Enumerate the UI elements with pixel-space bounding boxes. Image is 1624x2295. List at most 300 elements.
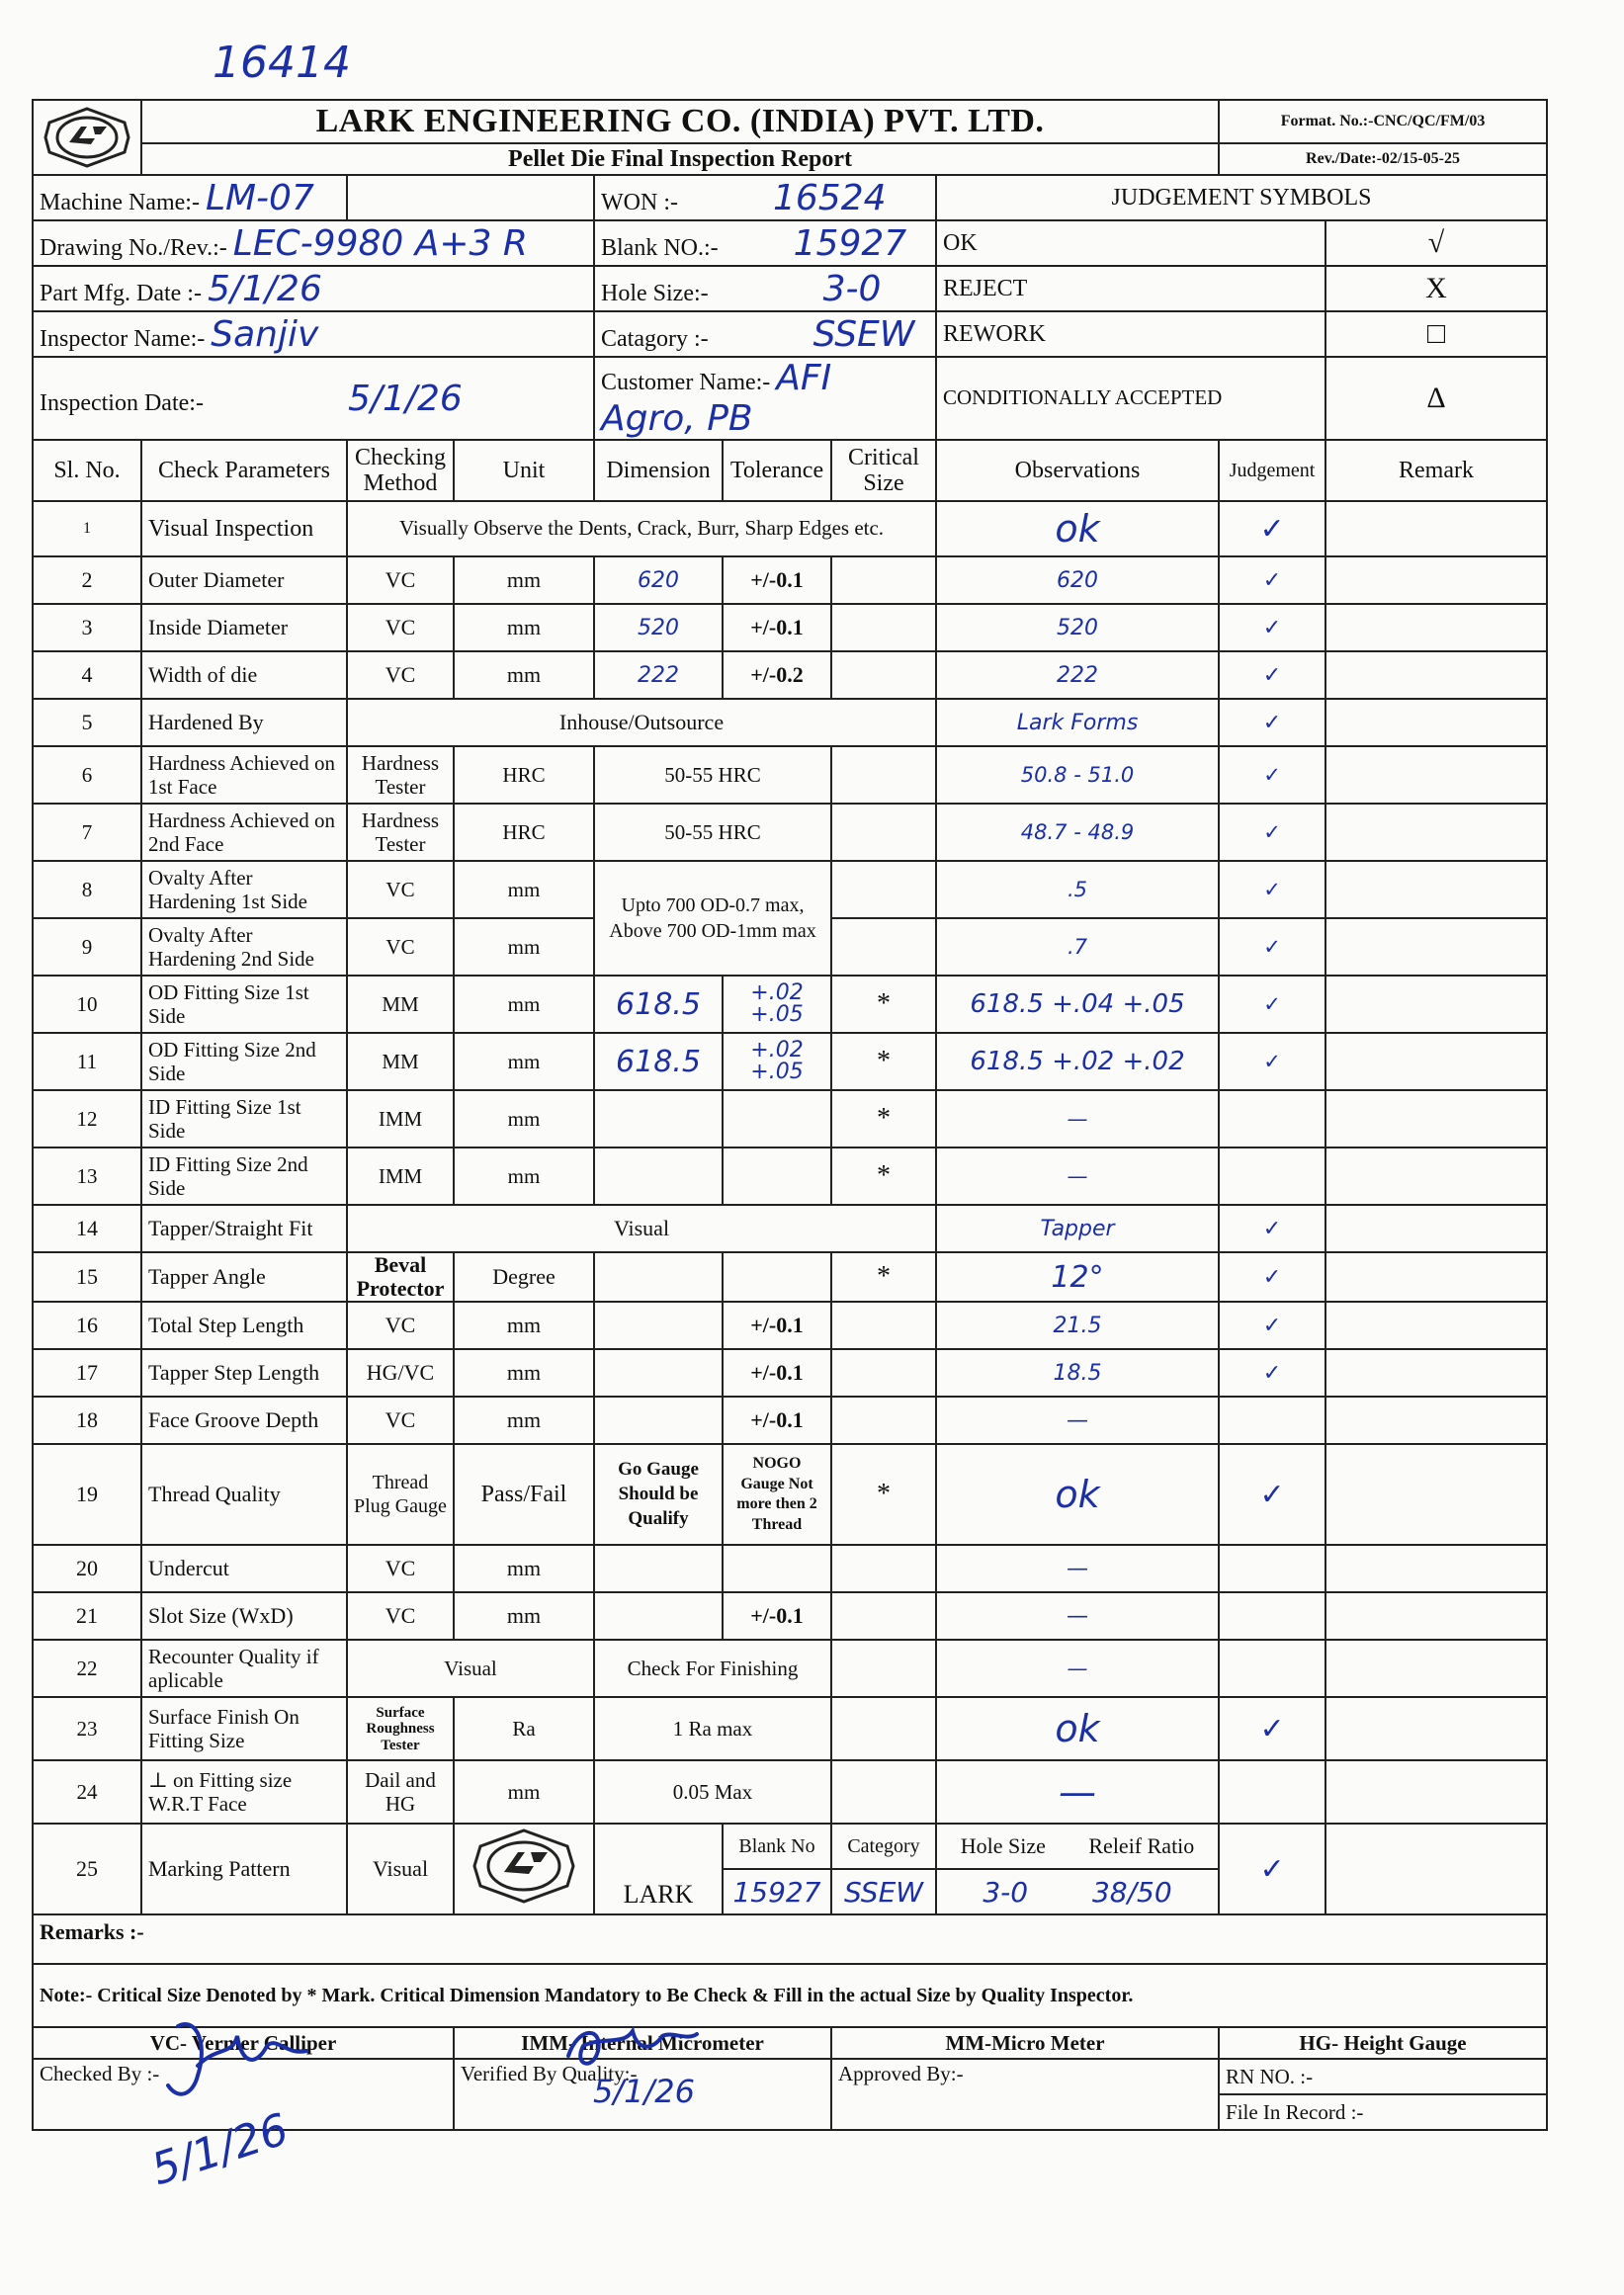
row-judgement: ✓ (1219, 1205, 1325, 1252)
marking-text: LARK (594, 1824, 723, 1914)
row-method: Visual (347, 1205, 936, 1252)
row-method: MM (347, 1033, 454, 1090)
row-parameter: OD Fitting Size 1st Side (141, 976, 347, 1033)
marking-logo-icon (469, 1827, 579, 1906)
row-unit: mm (454, 1545, 594, 1592)
row-no: 6 (33, 746, 141, 804)
row-dimension: 618.5 (594, 976, 723, 1033)
row-dimension: Check For Finishing (594, 1640, 831, 1697)
table-row (33, 604, 1547, 651)
row-critical (831, 651, 936, 699)
row-critical: * (831, 1148, 936, 1205)
row-observation: ok (936, 1697, 1219, 1760)
marking-logo (454, 1824, 594, 1914)
row-unit: mm (454, 1397, 594, 1444)
col-unit: Unit (454, 440, 594, 501)
file-in-record-label: File In Record :- (1219, 2094, 1547, 2130)
row-parameter: Hardness Achieved on 1st Face (141, 746, 347, 804)
row-unit: mm (454, 976, 594, 1033)
row-tolerance: +/-0.1 (723, 1302, 831, 1349)
row-dimension (594, 1397, 723, 1444)
row-no: 22 (33, 1640, 141, 1697)
row-judgement: ✓ (1219, 1252, 1325, 1302)
row-remark (1325, 861, 1547, 918)
row-critical: * (831, 1090, 936, 1148)
table-row (33, 1349, 1547, 1397)
row-dimension (594, 1148, 723, 1205)
inspection-report-sheet (32, 99, 1546, 2131)
row-remark (1325, 651, 1547, 699)
machine-name-label: Machine Name:- LM-07 (33, 175, 347, 220)
marking-relief-label: Releif Ratio (1088, 1833, 1195, 1859)
row-observation: 618.5 +.04 +.05 (936, 976, 1219, 1033)
table-row (33, 699, 1547, 746)
row-parameter: Inside Diameter (141, 604, 347, 651)
row-no: 16 (33, 1302, 141, 1349)
row-critical (831, 746, 936, 804)
row-parameter: Tapper Step Length (141, 1349, 347, 1397)
table-row (33, 501, 1547, 556)
row-observation: .5 (936, 861, 1219, 918)
row-method: Hardness Tester (347, 746, 454, 804)
row-observation: 618.5 +.02 +.02 (936, 1033, 1219, 1090)
row-judgement: ✓ (1219, 1349, 1325, 1397)
row-judgement (1219, 1148, 1325, 1205)
blank-no-value: 15927 (793, 222, 907, 264)
row-no: 14 (33, 1205, 141, 1252)
row-parameter: ID Fitting Size 2nd Side (141, 1148, 347, 1205)
symbol-conditional: Δ (1325, 357, 1547, 440)
marking-category-label: Category (831, 1824, 936, 1869)
row-dimension: Upto 700 OD-0.7 max, Above 700 OD-1mm max (594, 861, 831, 976)
table-row (33, 804, 1547, 861)
won-value: 16524 (772, 177, 887, 218)
table-row (33, 976, 1547, 1033)
note-text: Note:- Critical Size Denoted by * Mark. Critical Dimension Mandatory to Be Check & Fill in the actual Size by Quality Inspector. (33, 1964, 1547, 2027)
row-method: Beval Protector (347, 1252, 454, 1302)
row-observation: 18.5 (936, 1349, 1219, 1397)
row-unit: mm (454, 651, 594, 699)
row-judgement (1219, 1592, 1325, 1640)
row-no: 2 (33, 556, 141, 604)
signature-icon (554, 2016, 702, 2076)
symbol-reject: X (1325, 266, 1547, 311)
row-critical (831, 1302, 936, 1349)
table-row (33, 1640, 1547, 1697)
row-remark (1325, 1033, 1547, 1090)
row-parameter: Face Groove Depth (141, 1397, 347, 1444)
row-tolerance: +.02 +.05 (723, 1033, 831, 1090)
row-critical (831, 1592, 936, 1640)
inspector-name-label: Inspector Name:- Sanjiv (33, 311, 594, 357)
row-no: 17 (33, 1349, 141, 1397)
row-unit: mm (454, 1349, 594, 1397)
row-critical: * (831, 1033, 936, 1090)
row-dimension: 520 (594, 604, 723, 651)
table-row (33, 861, 1547, 918)
row-no: 8 (33, 861, 141, 918)
verified-by-label: Verified By Quality:- (454, 2059, 831, 2130)
table-row (33, 1545, 1547, 1592)
table-row (33, 1148, 1547, 1205)
row-observation: ok (936, 1444, 1219, 1545)
legend-hg: HG- Height Gauge (1219, 2027, 1547, 2059)
row-parameter: Total Step Length (141, 1302, 347, 1349)
inspection-date-label: Inspection Date:- 5/1/26 (33, 357, 594, 440)
row-method: VC (347, 1545, 454, 1592)
row-judgement (1219, 1090, 1325, 1148)
row-parameter: Tapper Angle (141, 1252, 347, 1302)
table-row (33, 1302, 1547, 1349)
row-dimension: 620 (594, 556, 723, 604)
machine-name-value: LM-07 (205, 177, 314, 218)
row-method: Dail and HG (347, 1760, 454, 1824)
row-parameter: Hardness Achieved on 2nd Face (141, 804, 347, 861)
row-remark (1325, 1697, 1547, 1760)
row-dimension (594, 1302, 723, 1349)
row-parameter: Recounter Quality if aplicable (141, 1640, 347, 1697)
row-tolerance: +.02 +.05 (723, 976, 831, 1033)
row-observation: — (936, 1148, 1219, 1205)
row-remark (1325, 1444, 1547, 1545)
verified-by-signature (554, 2016, 751, 2135)
row-no: 11 (33, 1033, 141, 1090)
row-observation: — (936, 1592, 1219, 1640)
row-observation: 50.8 - 51.0 (936, 746, 1219, 804)
row-dimension: Go Gauge Should be Qualify (594, 1444, 723, 1545)
row-unit: mm (454, 1592, 594, 1640)
row-parameter: Slot Size (WxD) (141, 1592, 347, 1640)
row-remark (1325, 1252, 1547, 1302)
row-critical (831, 918, 936, 976)
row-unit: Pass/Fail (454, 1444, 594, 1545)
row-method: VC (347, 651, 454, 699)
col-remark: Remark (1325, 440, 1547, 501)
row-parameter: Outer Diameter (141, 556, 347, 604)
row-remark (1325, 746, 1547, 804)
mfg-date-value: 5/1/26 (207, 268, 322, 309)
checked-by-signature (138, 2006, 356, 2224)
row-judgement (1219, 1640, 1325, 1697)
row-method: VC (347, 1397, 454, 1444)
row-method: VC (347, 556, 454, 604)
row-parameter: Marking Pattern (141, 1824, 347, 1914)
revision-date: Rev./Date:-02/15-05-25 (1219, 143, 1547, 175)
drawing-no-label: Drawing No./Rev.:- LEC-9980 A+3 R (33, 220, 594, 266)
lark-logo-icon (40, 105, 134, 170)
row-tolerance: +/-0.1 (723, 604, 831, 651)
legend-mm: MM-Micro Meter (831, 2027, 1219, 2059)
row-unit: HRC (454, 746, 594, 804)
row-dimension (594, 1592, 723, 1640)
drawing-no-value: LEC-9980 A+3 R (232, 222, 528, 264)
marking-hole-value: 3-0 (983, 1875, 1029, 1909)
row-method: IMM (347, 1090, 454, 1148)
row-unit: mm (454, 604, 594, 651)
row-judgement: ✓ (1219, 1697, 1325, 1760)
row-parameter: Ovalty After Hardening 1st Side (141, 861, 347, 918)
row-method: VC (347, 861, 454, 918)
row-judgement: ✓ (1219, 804, 1325, 861)
row-judgement: ✓ (1219, 1302, 1325, 1349)
row-dimension: 50-55 HRC (594, 746, 831, 804)
col-critical-size: Critical Size (831, 440, 936, 501)
row-method: Visual (347, 1640, 594, 1697)
checked-by-date: 5/1/26 (145, 2103, 295, 2196)
symbol-ok: √ (1325, 220, 1547, 266)
row-no: 21 (33, 1592, 141, 1640)
legend-imm: IMM- Internal Micrometer (454, 2027, 831, 2059)
row-dimension (594, 1349, 723, 1397)
category-value: SSEW (812, 313, 915, 355)
col-judgement: Judgement (1219, 440, 1325, 501)
table-row (33, 651, 1547, 699)
row-critical (831, 861, 936, 918)
table-row (33, 1205, 1547, 1252)
symbol-reject-label: REJECT (936, 266, 1325, 311)
col-sl-no: Sl. No. (33, 440, 141, 501)
row-critical (831, 1397, 936, 1444)
row-no: 12 (33, 1090, 141, 1148)
row-dimension (594, 1252, 723, 1302)
row-remark (1325, 1349, 1547, 1397)
row-parameter: Undercut (141, 1545, 347, 1592)
row-remark (1325, 1545, 1547, 1592)
row-tolerance: +/-0.1 (723, 556, 831, 604)
row-unit: mm (454, 918, 594, 976)
row-parameter: OD Fitting Size 2nd Side (141, 1033, 347, 1090)
row-tolerance: NOGO Gauge Not more then 2 Thread (723, 1444, 831, 1545)
row-unit: mm (454, 1033, 594, 1090)
row-no: 24 (33, 1760, 141, 1824)
row-observation: 12° (936, 1252, 1219, 1302)
row-tolerance (723, 1545, 831, 1592)
table-row (33, 1697, 1547, 1760)
row-remark (1325, 1824, 1547, 1914)
row-method: VC (347, 1302, 454, 1349)
marking-relief-value: 38/50 (1091, 1875, 1172, 1909)
hole-size-value: 3-0 (822, 268, 882, 309)
row-critical (831, 1697, 936, 1760)
row-method: VC (347, 1592, 454, 1640)
inspector-name-value: Sanjiv (211, 313, 319, 355)
col-observations: Observations (936, 440, 1219, 501)
marking-blank-value: 15927 (723, 1869, 831, 1914)
row-dimension (594, 1090, 723, 1148)
row-method: Surface Roughness Tester (347, 1697, 454, 1760)
row-dimension: 618.5 (594, 1033, 723, 1090)
row-no: 13 (33, 1148, 141, 1205)
row-observation: — (936, 1397, 1219, 1444)
row-no: 20 (33, 1545, 141, 1592)
checked-by-label: Checked By :- (33, 2059, 454, 2130)
row-tolerance (723, 1148, 831, 1205)
report-table (32, 99, 1548, 2131)
col-dimension: Dimension (594, 440, 723, 501)
legend-vc: VC- Vernier Calliper (33, 2027, 454, 2059)
row-remark (1325, 918, 1547, 976)
row-no: 25 (33, 1824, 141, 1914)
row-method: Hardness Tester (347, 804, 454, 861)
row-remark (1325, 699, 1547, 746)
row-observation: — (936, 1760, 1219, 1824)
row-dimension: 1 Ra max (594, 1697, 831, 1760)
row-remark (1325, 556, 1547, 604)
row-remark (1325, 1148, 1547, 1205)
marking-hole-relief-labels (936, 1824, 1219, 1869)
row-unit: mm (454, 1090, 594, 1148)
row-tolerance: +/-0.2 (723, 651, 831, 699)
row-observation: Tapper (936, 1205, 1219, 1252)
row-tolerance (723, 1090, 831, 1148)
row-dimension (594, 1545, 723, 1592)
table-row (33, 1090, 1547, 1148)
row-tolerance: +/-0.1 (723, 1397, 831, 1444)
row-no: 3 (33, 604, 141, 651)
table-row (33, 1592, 1547, 1640)
won-label: WON :- 16524 (594, 175, 936, 220)
row-judgement: ✓ (1219, 976, 1325, 1033)
table-row (33, 556, 1547, 604)
customer-name-value: AFI Agro, PB (601, 358, 832, 439)
col-check-parameters: Check Parameters (141, 440, 347, 501)
row-judgement: ✓ (1219, 861, 1325, 918)
row-remark (1325, 1205, 1547, 1252)
customer-name-label: Customer Name:- AFI Agro, PB (594, 357, 936, 440)
row-no: 9 (33, 918, 141, 976)
row-remark (1325, 1090, 1547, 1148)
row-remark (1325, 1302, 1547, 1349)
row-tolerance (723, 1252, 831, 1302)
row-observation: ok (936, 501, 1219, 556)
row-unit: Ra (454, 1697, 594, 1760)
report-title: Pellet Die Final Inspection Report (141, 143, 1219, 175)
row-critical (831, 556, 936, 604)
col-tolerance: Tolerance (723, 440, 831, 501)
row-critical (831, 1640, 936, 1697)
rn-no-label: RN NO. :- (1219, 2059, 1547, 2094)
row-dimension: 50-55 HRC (594, 804, 831, 861)
row-parameter: Tapper/Straight Fit (141, 1205, 347, 1252)
remarks-label: Remarks :- (33, 1914, 1547, 1964)
row-judgement: ✓ (1219, 604, 1325, 651)
row-remark (1325, 1397, 1547, 1444)
row-method: HG/VC (347, 1349, 454, 1397)
col-checking-method: Checking Method (347, 440, 454, 501)
row-no: 23 (33, 1697, 141, 1760)
table-row (33, 1824, 1547, 1869)
row-parameter: Ovalty After Hardening 2nd Side (141, 918, 347, 976)
approved-by-label: Approved By:- (831, 2059, 1219, 2130)
row-judgement: ✓ (1219, 746, 1325, 804)
company-logo (33, 100, 141, 175)
row-parameter: Width of die (141, 651, 347, 699)
row-method: VC (347, 604, 454, 651)
row-critical (831, 1760, 936, 1824)
row-dimension: 0.05 Max (594, 1760, 831, 1824)
row-remark (1325, 976, 1547, 1033)
row-no: 18 (33, 1397, 141, 1444)
table-row (33, 1033, 1547, 1090)
row-observation: .7 (936, 918, 1219, 976)
row-critical (831, 804, 936, 861)
hole-size-label: Hole Size:- 3-0 (594, 266, 936, 311)
row-judgement: ✓ (1219, 556, 1325, 604)
row-observation: Lark Forms (936, 699, 1219, 746)
row-judgement (1219, 1760, 1325, 1824)
row-judgement (1219, 1397, 1325, 1444)
row-critical: * (831, 1444, 936, 1545)
row-observation: 620 (936, 556, 1219, 604)
row-remark (1325, 1640, 1547, 1697)
row-unit: mm (454, 1148, 594, 1205)
row-judgement: ✓ (1219, 501, 1325, 556)
row-parameter: Hardened By (141, 699, 347, 746)
row-judgement: ✓ (1219, 918, 1325, 976)
row-critical (831, 1545, 936, 1592)
row-observation: — (936, 1545, 1219, 1592)
row-judgement: ✓ (1219, 651, 1325, 699)
category-label: Catagory :- SSEW (594, 311, 936, 357)
row-judgement: ✓ (1219, 1824, 1325, 1914)
mfg-date-label: Part Mfg. Date :- 5/1/26 (33, 266, 594, 311)
row-parameter: ID Fitting Size 1st Side (141, 1090, 347, 1148)
row-no: 1 (33, 501, 141, 556)
row-method: MM (347, 976, 454, 1033)
row-parameter: ⊥ on Fitting size W.R.T Face (141, 1760, 347, 1824)
row-judgement: ✓ (1219, 699, 1325, 746)
row-method: Visually Observe the Dents, Crack, Burr, Sharp Edges etc. (347, 501, 936, 556)
row-parameter: Thread Quality (141, 1444, 347, 1545)
row-method: IMM (347, 1148, 454, 1205)
row-remark (1325, 501, 1547, 556)
row-parameter: Visual Inspection (141, 501, 347, 556)
symbol-conditional-label: CONDITIONALLY ACCEPTED (936, 357, 1325, 440)
blank-no-label: Blank NO.:- 15927 (594, 220, 936, 266)
row-unit: mm (454, 556, 594, 604)
row-remark (1325, 1592, 1547, 1640)
row-no: 19 (33, 1444, 141, 1545)
row-unit: mm (454, 861, 594, 918)
row-dimension: 222 (594, 651, 723, 699)
row-observation: — (936, 1090, 1219, 1148)
symbol-ok-label: OK (936, 220, 1325, 266)
row-method: VC (347, 918, 454, 976)
row-critical: * (831, 1252, 936, 1302)
row-critical (831, 1349, 936, 1397)
marking-hole-label: Hole Size (960, 1833, 1046, 1859)
row-remark (1325, 1760, 1547, 1824)
inspection-date-value: 5/1/26 (347, 378, 463, 419)
handwritten-document-number: 16414 (213, 38, 351, 88)
row-critical (831, 604, 936, 651)
row-observation: — (936, 1640, 1219, 1697)
judgement-symbols-title: JUDGEMENT SYMBOLS (936, 175, 1547, 220)
row-tolerance: +/-0.1 (723, 1349, 831, 1397)
row-no: 5 (33, 699, 141, 746)
row-method: Visual (347, 1824, 454, 1914)
format-number: Format. No.:-CNC/QC/FM/03 (1219, 100, 1547, 143)
row-unit: mm (454, 1760, 594, 1824)
marking-category-value: SSEW (831, 1869, 936, 1914)
table-row (33, 746, 1547, 804)
row-parameter: Surface Finish On Fitting Size (141, 1697, 347, 1760)
row-method: Thread Plug Gauge (347, 1444, 454, 1545)
row-observation: 520 (936, 604, 1219, 651)
row-judgement (1219, 1545, 1325, 1592)
symbol-rework-label: REWORK (936, 311, 1325, 357)
row-observation: 48.7 - 48.9 (936, 804, 1219, 861)
